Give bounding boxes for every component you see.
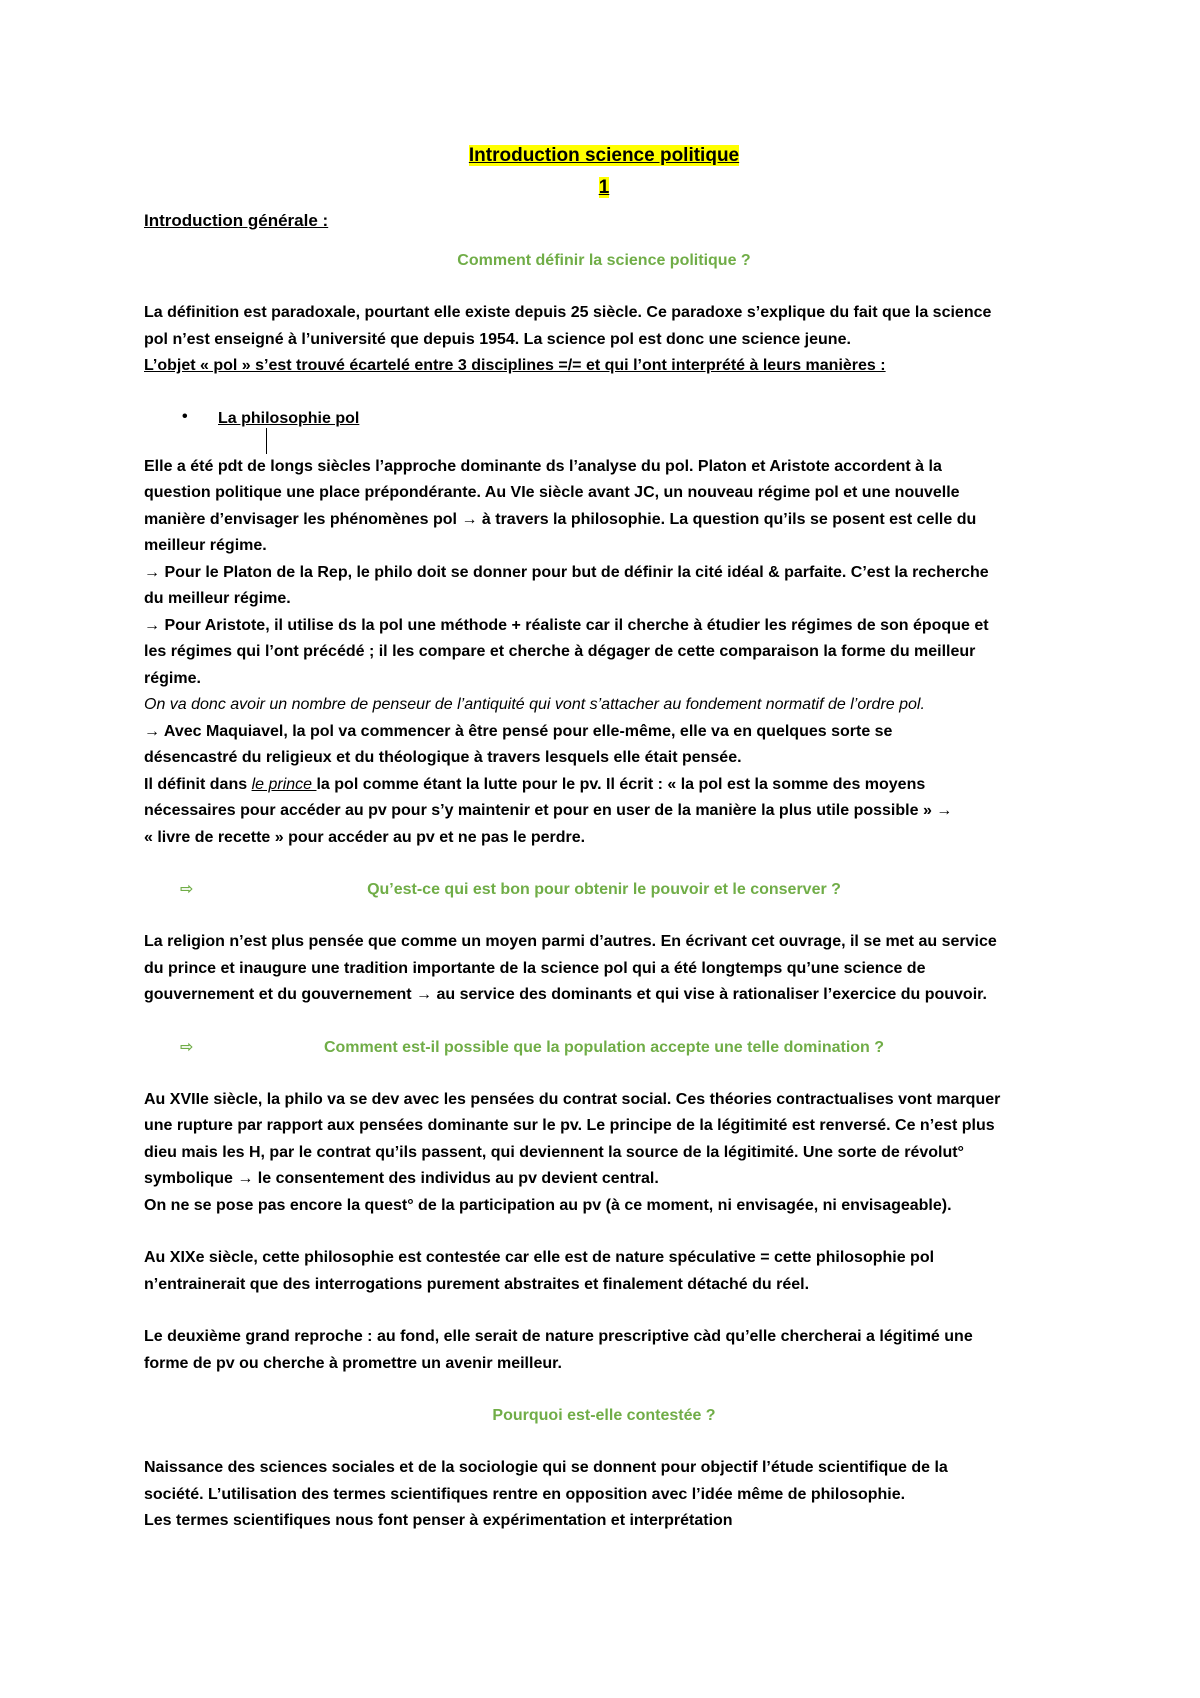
- paragraph-2-line: Elle a été pdt de longs siècles l’approche dominante ds l’analyse du pol. Platon et Aristote accordent à la: [144, 457, 942, 475]
- paragraph-1-line-1: La définition est paradoxale, pourtant elle existe depuis 25 siècle. Ce paradoxe s’explique du fait que la science: [144, 304, 992, 321]
- arrow-right-icon: ⇨: [180, 1038, 194, 1056]
- paragraph-2-line: → Pour Aristote, il utilise ds la pol une méthode + réaliste car il cherche à étudier les régimes de son époque et: [144, 616, 989, 634]
- paragraph-3-line: → Avec Maquiavel, la pol va commencer à être pensé pour elle-même, elle va en quelques sorte se: [144, 722, 893, 740]
- paragraph-7-line: Le deuxième grand reproche : au fond, elle serait de nature prescriptive càd qu’elle chercherai a légitimé une: [144, 1328, 973, 1345]
- paragraph-2-line: meilleur régime.: [144, 537, 267, 554]
- paragraph-1-line-2: pol n’est enseigné à l’université que depuis 1954. La science pol est donc une science jeune.: [144, 330, 851, 348]
- arrow-right-icon: ⇨: [180, 881, 194, 898]
- paragraph-3-line: Il définit dans le prince la pol comme étant la lutte pour le pv. Il écrit : « la pol est la somme des moyens: [144, 775, 926, 793]
- paragraph-5-line: symbolique → le consentement des individus au pv devient central.: [144, 1170, 659, 1187]
- document-page: [144, 0, 1064, 1535]
- intro-heading: Introduction générale :: [144, 211, 329, 230]
- paragraph-5-line: Au XVIIe siècle, la philo va se dev avec les pensées du contrat social. Ces théories contractualises vont marquer: [144, 1090, 1001, 1108]
- paragraph-4-line: La religion n’est plus pensée que comme un moyen parmi d’autres. En écrivant cet ouvrage, il se met au service: [144, 933, 997, 950]
- paragraph-6-line: Au XIXe siècle, cette philosophie est contestée car elle est de nature spéculative = cette philosophie pol: [144, 1249, 935, 1266]
- bullet-icon: •: [182, 407, 188, 425]
- paragraph-3-line: nécessaires pour accéder au pv pour s’y maintenir et pour en user de la manière la plus utile possible » →: [144, 802, 953, 819]
- book-title-le-prince: le prince: [251, 775, 317, 793]
- paragraph-5-line: une rupture par rapport aux pensées dominante sur le pv. Le principe de la légitimité est renversé. Ce n’est plus: [144, 1117, 995, 1134]
- paragraph-8-line: Naissance des sciences sociales et de la sociologie qui se donnent pour objectif l’étude scientifique de la: [144, 1459, 948, 1476]
- paragraph-3-line: désencastré du religieux et du théologique à travers lesquels elle était pensée.: [144, 749, 742, 766]
- paragraph-4-line: gouvernement et du gouvernement → au service des dominants et qui vise à rationaliser l’exercice du pouvoir.: [144, 986, 987, 1003]
- paragraph-8-line: société. L’utilisation des termes scientifiques rentre en opposition avec l’idée même de philosophie.: [144, 1485, 906, 1503]
- section-heading-1: Comment définir la science politique ?: [457, 252, 751, 269]
- bullet-label: La philosophie pol: [218, 409, 360, 427]
- title-number: 1: [598, 177, 610, 198]
- section-heading-3: ⇨ Comment est-il possible que la population accepte une telle domination ?: [144, 1035, 1064, 1061]
- paragraph-5-line: On ne se pose pas encore la quest° de la participation au pv (à ce moment, ni envisagée, ni envisageable).: [144, 1196, 952, 1214]
- paragraph-6-line: n’entrainerait que des interrogations purement abstraites et finalement détaché du réel.: [144, 1275, 810, 1293]
- paragraph-8-line: Les termes scientifiques nous font penser à expérimentation et interprétation: [144, 1512, 733, 1529]
- connector-line: [266, 428, 267, 454]
- section-heading-2: ⇨ Qu’est-ce qui est bon pour obtenir le pouvoir et le conserver ?: [144, 877, 1064, 903]
- paragraph-2-line: manière d’envisager les phénomènes pol → à travers la philosophie. La question qu’ils se posent est celle du: [144, 510, 977, 528]
- paragraph-7-line: forme de pv ou cherche à promettre un avenir meilleur.: [144, 1354, 562, 1372]
- paragraph-4-line: du prince et inaugure une tradition importante de la science pol qui a été longtemps qu’une science de: [144, 959, 926, 977]
- bullet-item: [144, 406, 1064, 432]
- section-heading-4: Pourquoi est-elle contestée ?: [492, 1407, 716, 1424]
- paragraph-2-line: du meilleur régime.: [144, 590, 291, 607]
- document-title: Introduction science politique 1: [468, 145, 740, 198]
- paragraph-5-line: dieu mais les H, par le contrat qu’ils passent, qui deviennent la source de la légitimité. Une sorte de révolut°: [144, 1143, 964, 1161]
- paragraph-2-line: → Pour le Platon de la Rep, le philo doit se donner pour but de définir la cité idéal & parfaite. C’est la recherche: [144, 563, 989, 581]
- paragraph-1-underlined: L’objet « pol » s’est trouvé écartelé entre 3 disciplines =/= et qui l’ont interprété à leurs manières :: [144, 357, 886, 374]
- paragraph-2-italic: On va donc avoir un nombre de penseur de l’antiquité qui vont s’attacher au fondement normatif de l’ordre pol.: [144, 696, 925, 713]
- paragraph-3-line: « livre de recette » pour accéder au pv et ne pas le perdre.: [144, 828, 586, 846]
- paragraph-2-line: régime.: [144, 669, 201, 687]
- paragraph-2-line: les régimes qui l’ont précédé ; il les compare et cherche à dégager de cette comparaison la forme du meilleur: [144, 643, 976, 660]
- paragraph-2-line: question politique une place prépondérante. Au VIe siècle avant JC, un nouveau régime pol et une nouvelle: [144, 484, 960, 501]
